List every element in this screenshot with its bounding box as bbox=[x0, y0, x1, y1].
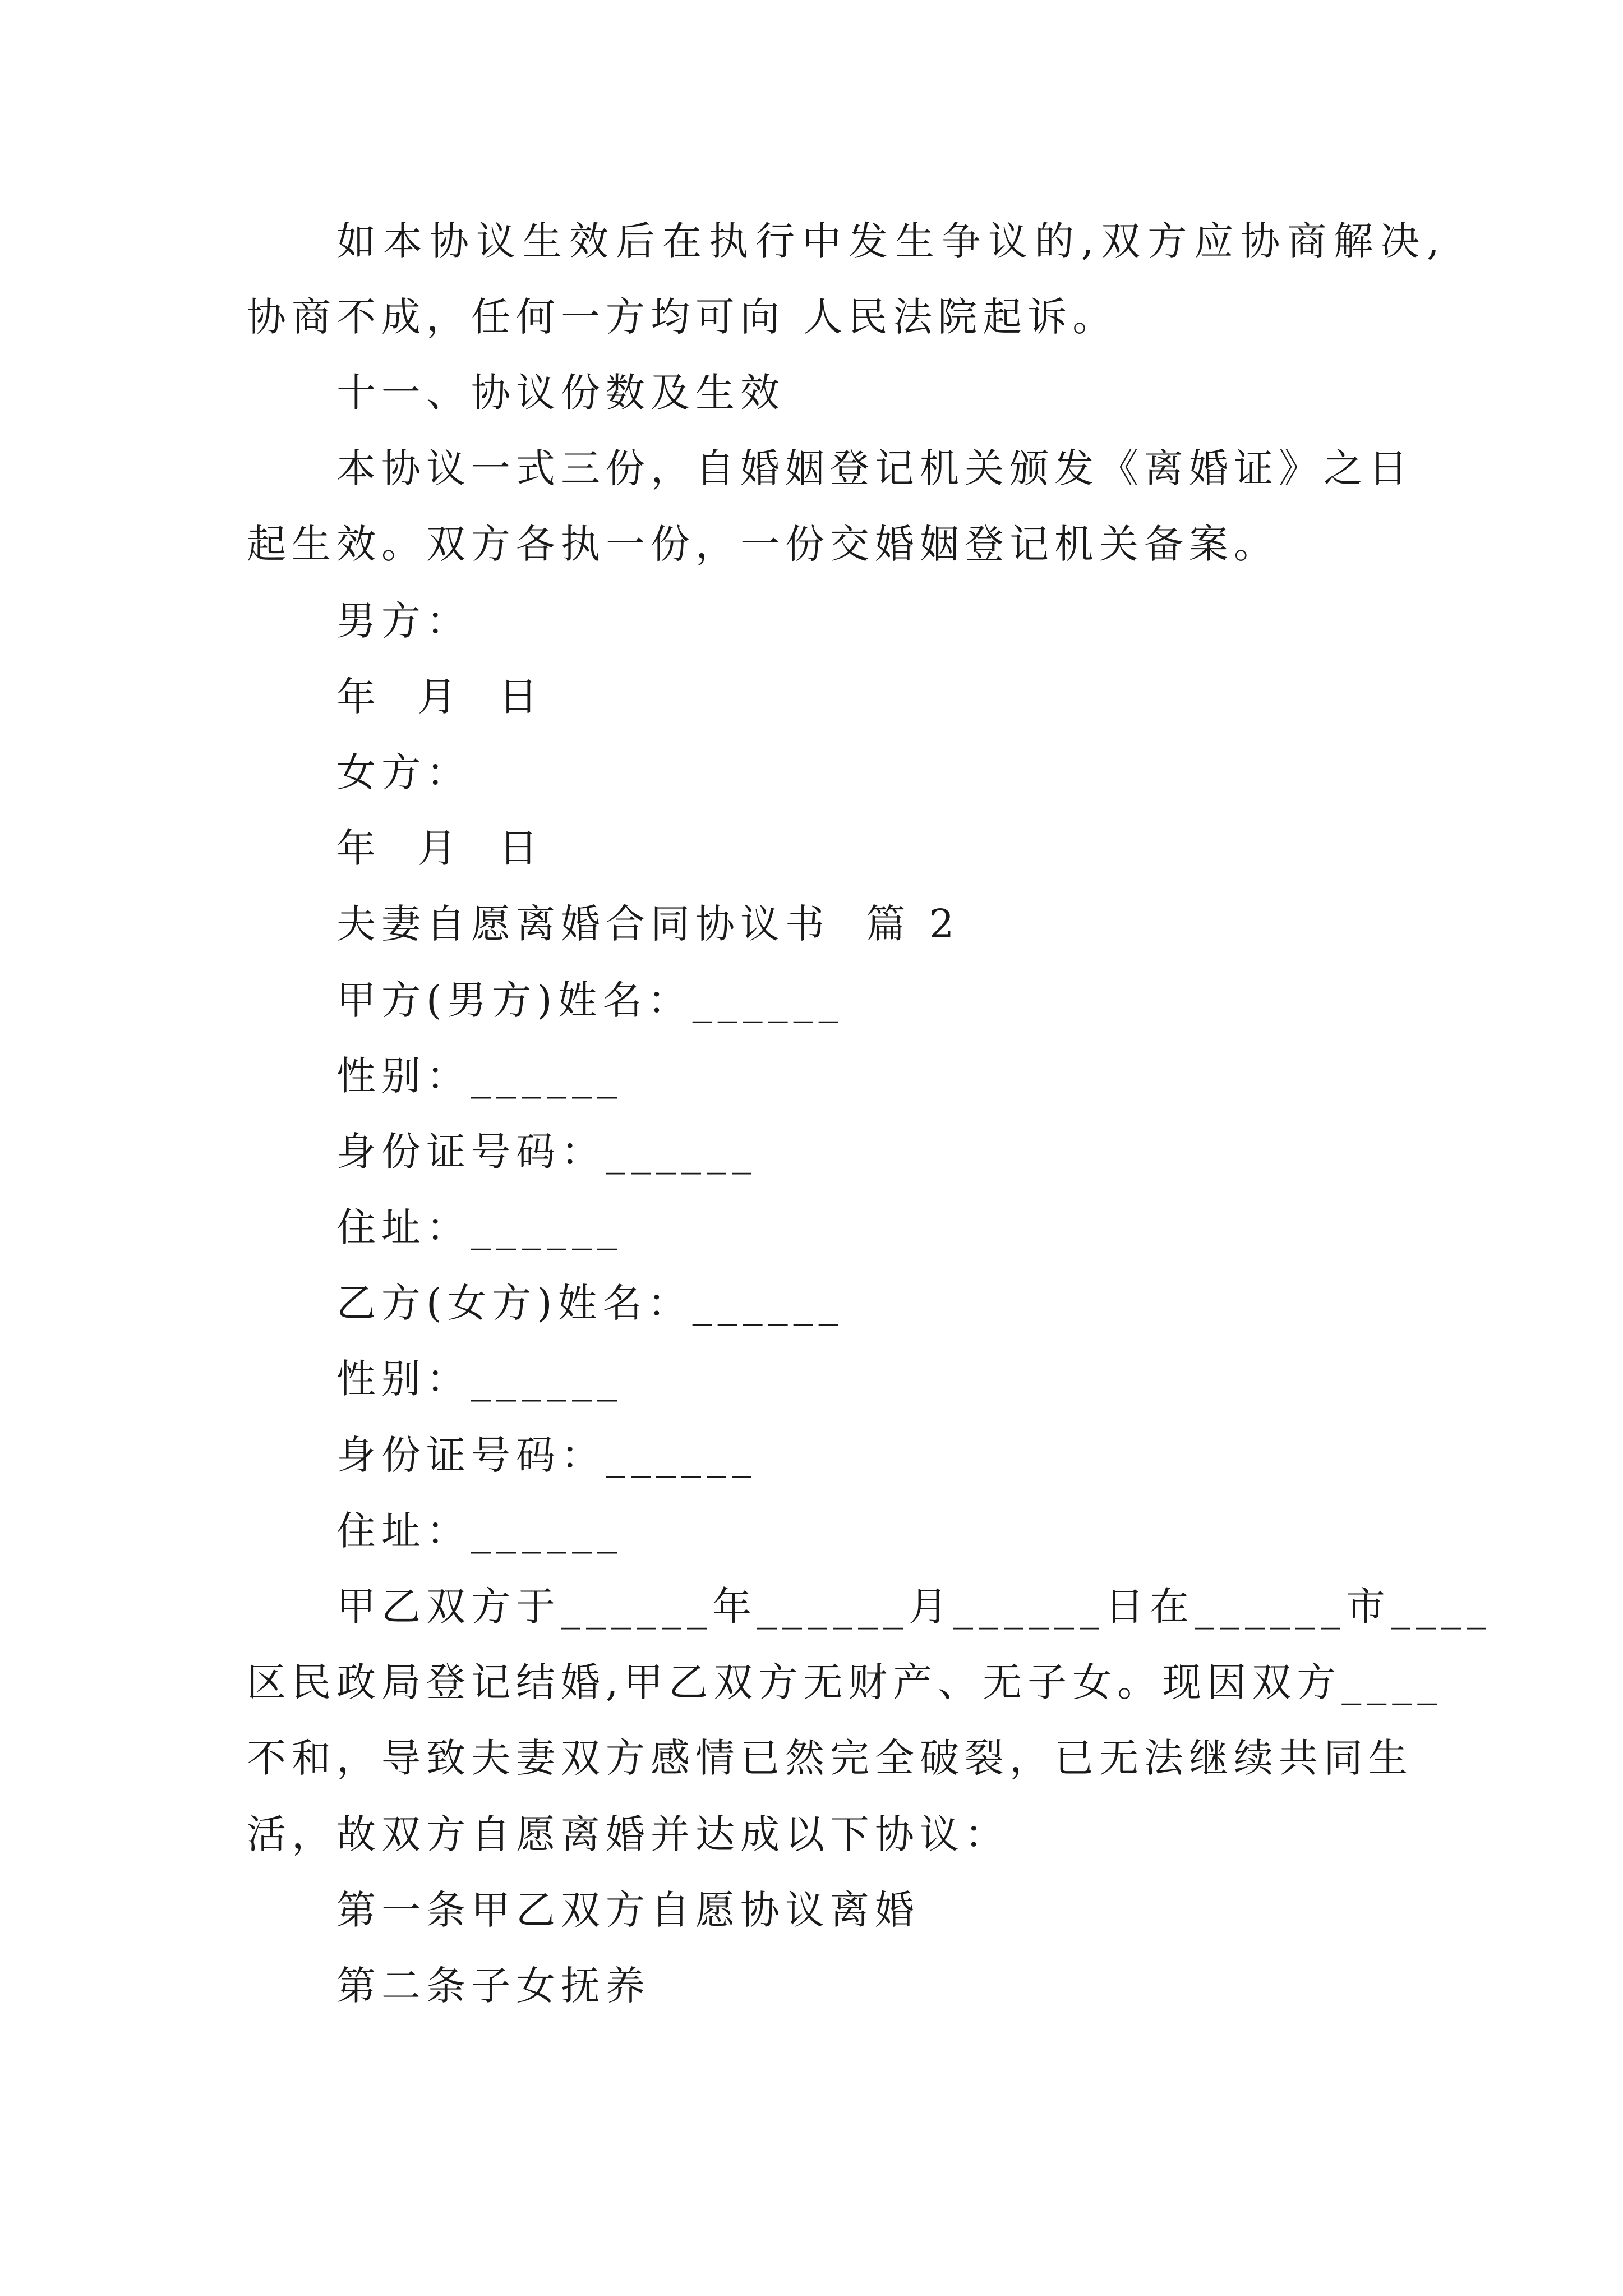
party-b-id-field: 身份证号码：______ bbox=[336, 1432, 757, 1478]
paragraph-dispute-line-2: 协商不成，任何一方均可向 人民法院起诉。 bbox=[247, 294, 1118, 340]
paragraph-copies-line-1: 本协议一式三份，自婚姻登记机关颁发《离婚证》之日 bbox=[336, 445, 1413, 491]
party-a-name-field: 甲方(男方)姓名：______ bbox=[336, 977, 844, 1023]
signature-female-label: 女方： bbox=[336, 749, 471, 795]
party-b-gender-field: 性别：______ bbox=[336, 1356, 623, 1402]
paragraph-copies-line-2: 起生效。双方各执一份，一份交婚姻登记机关备案。 bbox=[247, 521, 1279, 567]
signature-male-label: 男方： bbox=[336, 598, 471, 644]
party-b-name-field: 乙方(女方)姓名：______ bbox=[336, 1280, 844, 1326]
party-a-address-field: 住址：______ bbox=[336, 1204, 623, 1250]
paragraph-marriage-line-3: 不和，导致夫妻双方感情已然完全破裂，已无法继续共同生 bbox=[247, 1735, 1413, 1781]
signature-male-date: 年 月 日 bbox=[336, 674, 544, 720]
document-title-part-2: 夫妻自愿离婚合同协议书 篇 2 bbox=[336, 901, 960, 947]
article-1-heading: 第一条甲乙双方自愿协议离婚 bbox=[336, 1887, 920, 1933]
signature-female-date: 年 月 日 bbox=[336, 825, 544, 871]
paragraph-marriage-line-1: 甲乙双方于______年______月______日在______市____ bbox=[336, 1584, 1492, 1630]
party-b-address-field: 住址：______ bbox=[336, 1508, 623, 1554]
paragraph-marriage-line-2: 区民政局登记结婚,甲乙双方无财产、无子女。现因双方____ bbox=[247, 1659, 1443, 1705]
section-heading-copies: 十一、协议份数及生效 bbox=[336, 370, 785, 416]
paragraph-marriage-line-4: 活，故双方自愿离婚并达成以下协议： bbox=[247, 1811, 1009, 1857]
party-a-id-field: 身份证号码：______ bbox=[336, 1129, 757, 1175]
party-a-gender-field: 性别：______ bbox=[336, 1053, 623, 1099]
paragraph-dispute-line-1: 如本协议生效后在执行中发生争议的,双方应协商解决, bbox=[336, 218, 1447, 264]
article-2-heading: 第二条子女抚养 bbox=[336, 1963, 651, 2009]
